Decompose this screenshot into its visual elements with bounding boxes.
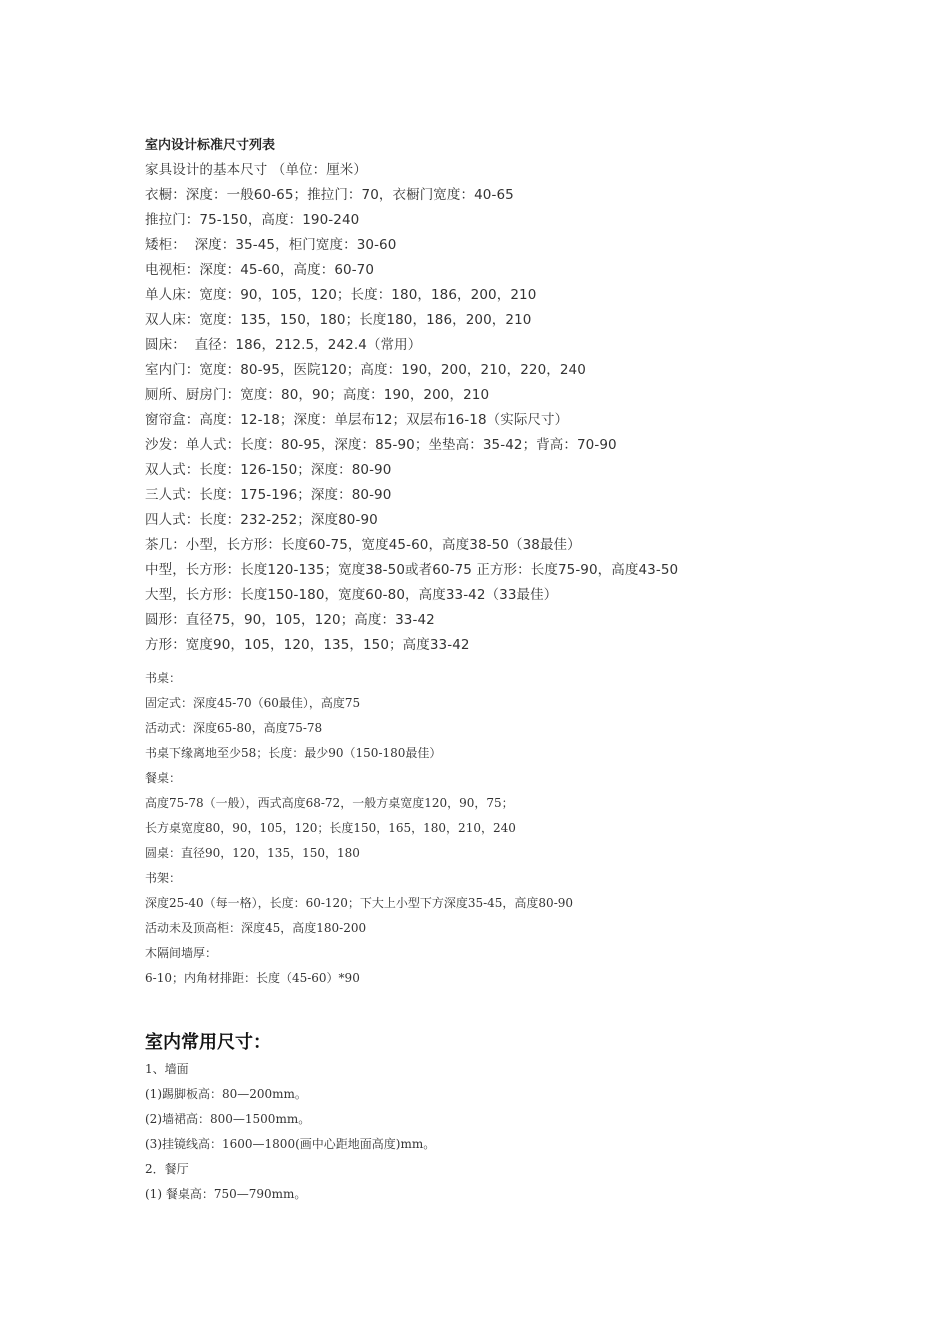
- text-line: 木隔间墙厚：: [145, 946, 218, 960]
- text-line: (1)踢脚板高：80—200mm。: [145, 1087, 307, 1101]
- document-title: 室内设计标准尺寸列表: [145, 138, 276, 153]
- text-line: 中型，长方形：长度120-135；宽度38-50或者60-75 正方形：长度75-90，高度43-50: [145, 562, 679, 578]
- text-line: (1) 餐桌高：750—790mm。: [145, 1187, 307, 1201]
- text-line: 四人式：长度：232-252；深度80-90: [145, 512, 378, 528]
- text-line: 深度25-40（每一格），长度：60-120；下大上小型下方深度35-45，高度80-90: [145, 896, 574, 910]
- text-line: (2)墙裙高：800—1500mm。: [145, 1112, 311, 1126]
- text-line: 双人床：宽度：135，150，180；长度180，186，200，210: [145, 312, 532, 328]
- section-heading: 室内常用尺寸：: [145, 1032, 271, 1053]
- text-line: 室内门：宽度：80-95，医院120；高度：190，200，210，220，240: [145, 362, 586, 378]
- text-line: 家具设计的基本尺寸 （单位：厘米）: [145, 162, 367, 178]
- text-line: 沙发：单人式：长度：80-95，深度：85-90；坐垫高：35-42；背高：70-90: [145, 437, 617, 453]
- text-line: 茶几：小型，长方形：长度60-75，宽度45-60，高度38-50（38最佳）: [145, 537, 581, 553]
- text-line: 1、墙面: [145, 1062, 189, 1076]
- text-line: 活动未及顶高柜：深度45，高度180-200: [145, 921, 367, 935]
- text-line: 衣橱：深度：一般60-65；推拉门：70，衣橱门宽度：40-65: [145, 187, 514, 203]
- text-line: 书桌下缘离地至少58；长度：最少90（150-180最佳）: [145, 746, 442, 760]
- text-line: 推拉门：75-150，高度：190-240: [145, 212, 360, 228]
- text-line: 矮柜： 深度：35-45，柜门宽度：30-60: [145, 237, 397, 253]
- text-line: 活动式：深度65-80，高度75-78: [145, 721, 323, 735]
- text-line: 餐桌：: [145, 771, 182, 785]
- text-line: 书桌：: [145, 671, 182, 685]
- text-line: (3)挂镜线高：1600—1800(画中心距地面高度)mm。: [145, 1137, 436, 1151]
- text-line: 书架：: [145, 871, 182, 885]
- text-line: 2．餐厅: [145, 1162, 189, 1176]
- text-line: 电视柜：深度：45-60，高度：60-70: [145, 262, 375, 278]
- text-line: 大型，长方形：长度150-180，宽度60-80，高度33-42（33最佳）: [145, 587, 558, 603]
- text-line: 圆床： 直径：186，212.5，242.4（常用）: [145, 337, 422, 353]
- text-line: 单人床：宽度：90，105，120；长度：180，186，200，210: [145, 287, 537, 303]
- text-line: 固定式：深度45-70（60最佳），高度75: [145, 696, 361, 710]
- text-line: 高度75-78（一般），西式高度68-72，一般方桌宽度120，90，75；: [145, 796, 514, 810]
- text-line: 三人式：长度：175-196；深度：80-90: [145, 487, 392, 503]
- text-line: 长方桌宽度80，90，105，120；长度150，165，180，210，240: [145, 821, 516, 835]
- text-line: 圆桌：直径90，120，135，150，180: [145, 846, 360, 860]
- text-line: 方形：宽度90，105，120，135，150；高度33-42: [145, 637, 470, 653]
- text-line: 窗帘盒：高度：12-18；深度：单层布12；双层布16-18（实际尺寸）: [145, 412, 569, 428]
- text-line: 圆形：直径75，90，105，120；高度：33-42: [145, 612, 435, 628]
- text-line: 厕所、厨房门：宽度：80，90；高度：190，200，210: [145, 387, 490, 403]
- text-line: 6-10；内角材排距：长度（45-60）*90: [145, 971, 360, 985]
- text-line: 双人式：长度：126-150；深度：80-90: [145, 462, 392, 478]
